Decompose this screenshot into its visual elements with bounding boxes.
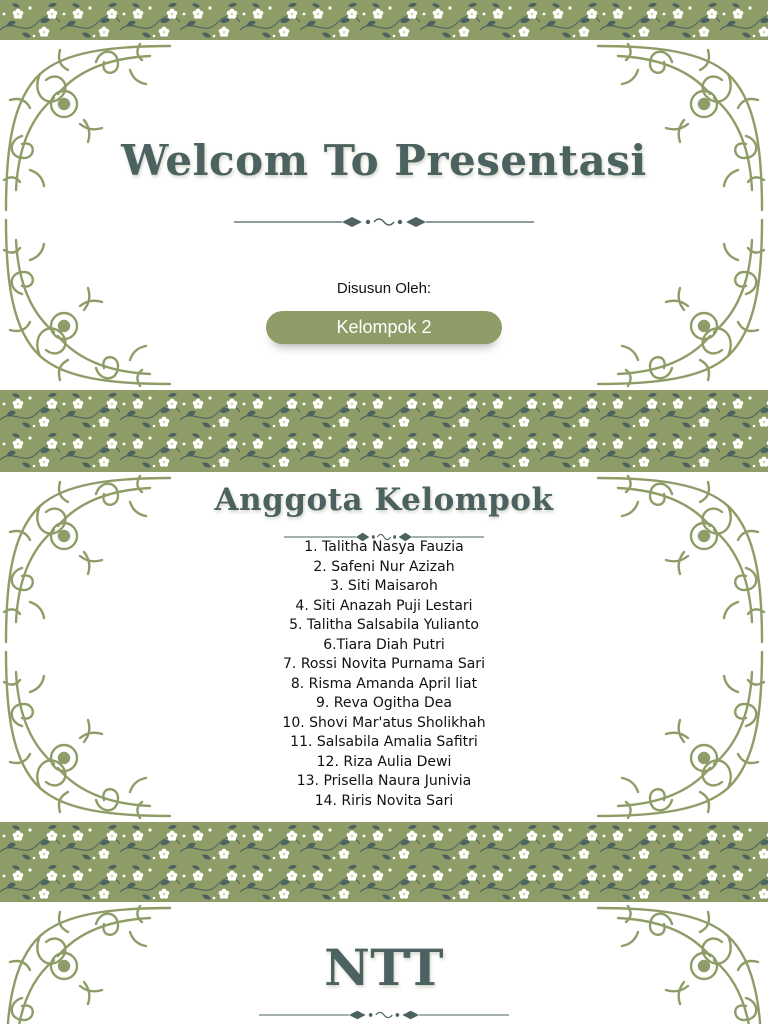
floral-band-top [0,0,768,40]
group-badge [266,311,502,344]
list-item: 8. Risma Amanda April liat [290,675,478,692]
list-item: 1. Talitha Nasya Fauzia [304,539,464,555]
list-item: 10. Shovi Mar'atus Sholikhah [282,714,486,731]
list-item: 2. Safeni Nur Azizah [313,558,455,575]
list-item: 11. Salsabila Amalia Safitri [290,734,478,750]
floral-corner-ornament-icon [593,40,768,215]
footer-panel [0,902,768,1024]
list-item: 9. Reva Ogitha Dea [316,695,452,711]
floral-corner-ornament-icon [593,215,768,390]
list-item: 13. Prisella Naura Junivia [296,773,472,789]
title-panel [0,40,768,390]
floral-corner-ornament-icon [0,40,175,215]
floral-corner-ornament-icon [0,215,175,390]
group-badge-label: Kelompok 2 [336,317,432,337]
list-item: 6.Tiara Diah Putri [323,636,445,653]
ornamental-divider-icon [234,214,534,228]
page-title: Welcom To Presentasi [121,136,647,185]
prepared-by-label: Disusun Oleh: [336,280,432,297]
members-heading: Anggota Kelompok [214,482,554,518]
floral-band-lower [0,822,768,902]
list-item: 4. Siti Anazah Puji Lestari [295,597,473,614]
ornamental-divider-icon [259,1006,509,1018]
list-item: 5. Talitha Salsabila Yulianto [289,617,479,633]
list-item: 14. Riris Novita Sari [314,792,454,809]
footer-title: NTT [324,938,444,997]
list-item: 7. Rossi Novita Purnama Sari [283,656,485,672]
members-panel [0,472,768,822]
list-item: 3. Siti Maisaroh [330,578,438,594]
member-list [0,538,768,811]
list-item: 12. Riza Aulia Dewi [316,753,452,770]
floral-band-middle [0,390,768,472]
